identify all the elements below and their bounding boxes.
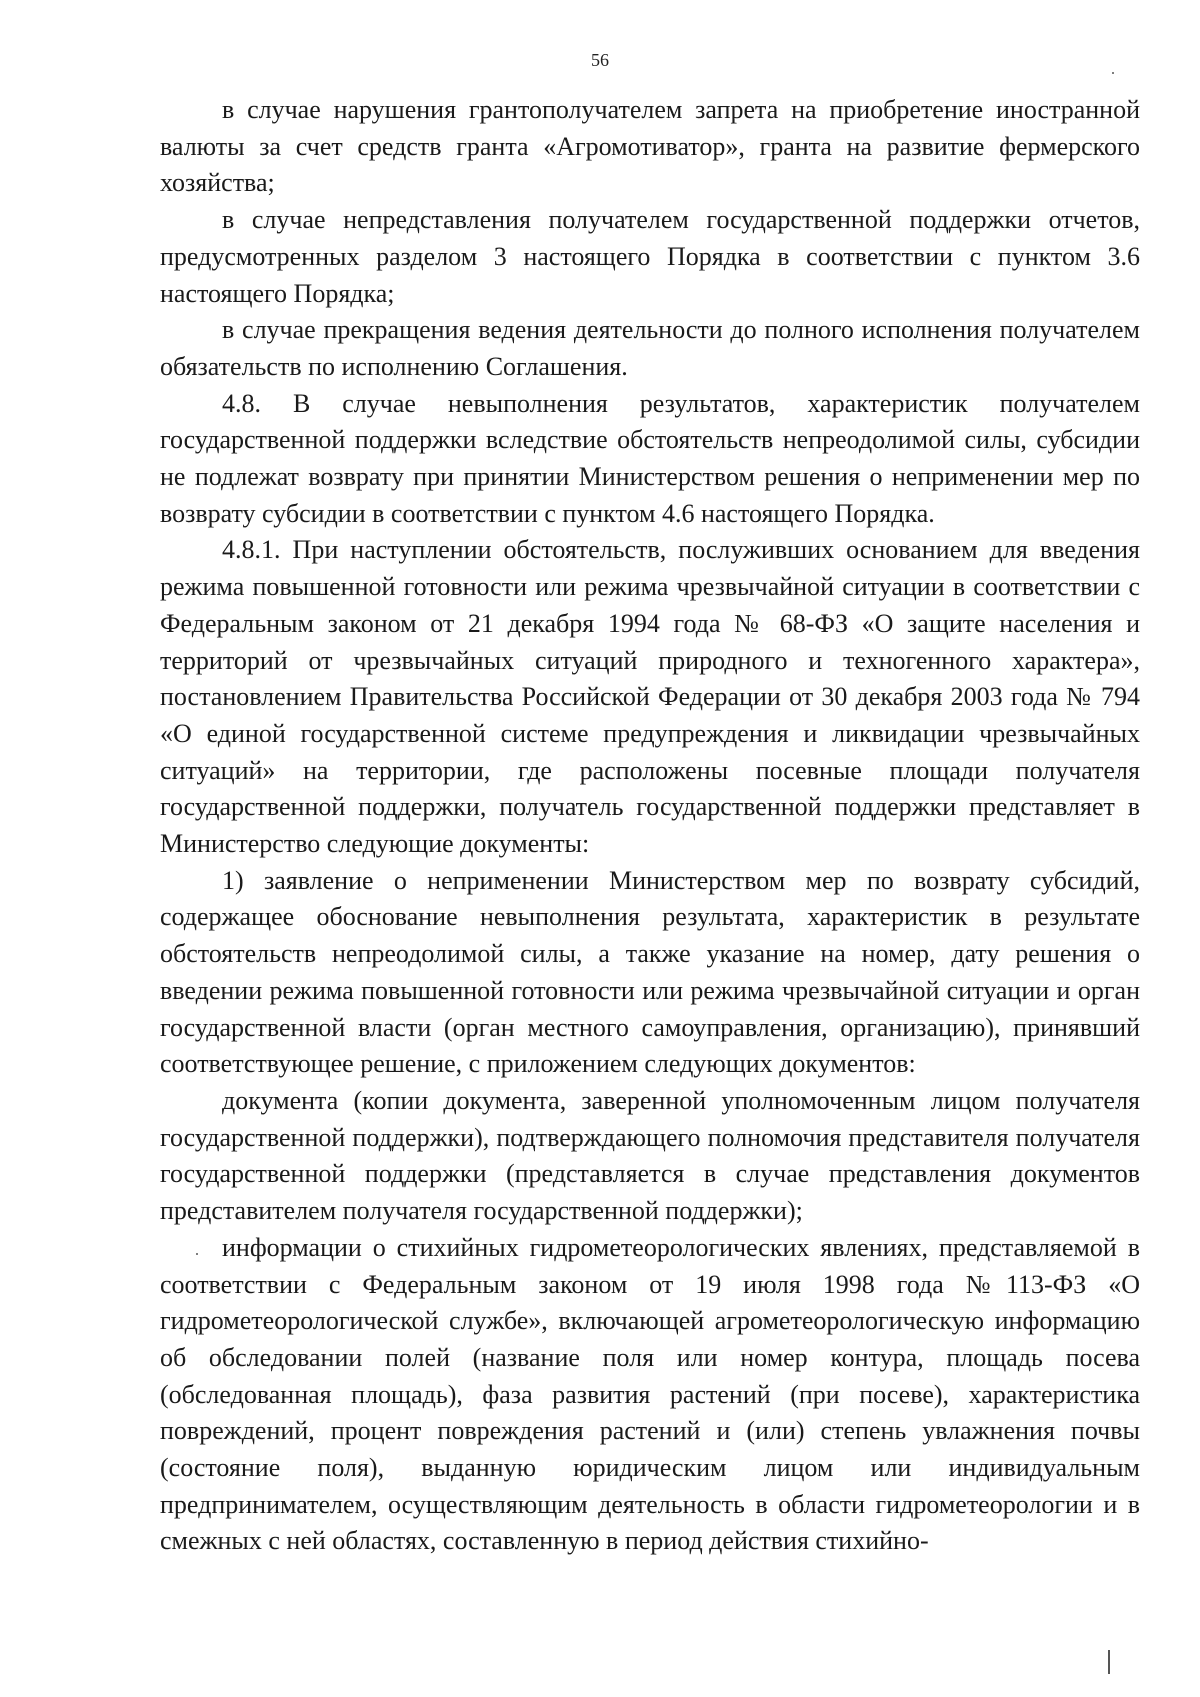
paragraph-hydrometeorological-information: информации о стихийных гидрометеорологических явлениях, представляемой в соответствии с Федеральным законом от 19 июля 1998 года №113-ФЗ «О гидрометеорологической службе», включающей агрометеорологическую информацию об обследовании полей (название поля или номер контура, площадь посева (обследованная площадь), фаза развития растений (при посеве), характеристика повреждений, процент повреждения растений и (или) степень увлажнения почвы (состояние поля), выданную юридическим лицом или индивидуальным предпринимателем, осуществляющим деятельность в области гидрометеорологии и в смежных с ней областях, составленную в период действия стихийно- bbox=[160, 1232, 1140, 1556]
paragraph-activity-terminated: в случае прекращения ведения деятельности до полного исполнения получателем обязательств по исполнению Соглашения. bbox=[160, 315, 1140, 381]
paragraph-reports-not-submitted: в случае непредставления получателем государственной поддержки отчетов, предусмотренных разделом 3 настоящего Порядка в соответствии с пунктом 3.6 настоящего Порядка; bbox=[160, 205, 1140, 308]
scan-speck bbox=[1112, 72, 1114, 74]
page-number: 56 bbox=[591, 50, 609, 70]
paragraph-item-1-application: 1) заявление о неприменении Министерством мер по возврату субсидий, содержащее обоснование невыполнения результата, характеристик в результате обстоятельств непреодолимой силы, а также указание на номер, дату решения о введении режима повышенной готовности или режима чрезвычайной ситуации и орган государственной власти (орган местного самоуправления, организацию), принявший соответствующее решение, с приложением следующих документов: bbox=[160, 865, 1140, 1079]
paragraph-4-8-1: 4.8.1. При наступлении обстоятельств, послуживших основанием для введения режима повышенной готовности или режима чрезвычайной ситуации в соответствии с Федеральным законом от 21 декабря 1994 года № 68-ФЗ «О защите населения и территорий от чрезвычайных ситуаций природного и техногенного характера», постановлением Правительства Российской Федерации от 30 декабря 2003 года № 794 «О единой государственной системе предупреждения и ликвидации чрезвычайных ситуаций» на территории, где расположены посевные площади получателя государственной поддержки, получатель государственной поддержки представляет в Министерство следующие документы: bbox=[160, 535, 1140, 859]
paragraph-foreign-currency-violation: в случае нарушения грантополучателем запрета на приобретение иностранной валюты за счет средств гранта «Агромотиватор», гранта на развитие фермерского хозяйства; bbox=[160, 95, 1140, 198]
document-body bbox=[160, 92, 1140, 1560]
paragraph-4-8: 4.8. В случае невыполнения результатов, характеристик получателем государственной поддержки вследствие обстоятельств непреодолимой силы, субсидии не подлежат возврату при принятии Министерством решения о неприменении мер по возврату субсидии в соответствии с пунктом 4.6 настоящего Порядка. bbox=[160, 388, 1140, 528]
scan-speck bbox=[1108, 1650, 1110, 1674]
scan-speck bbox=[196, 1253, 198, 1255]
paragraph-representative-document: документа (копии документа, заверенной уполномоченным лицом получателя государственной поддержки), подтверждающего полномочия представителя получателя государственной поддержки (представляется в случае представления документов представителем получателя государственной поддержки); bbox=[160, 1085, 1140, 1226]
